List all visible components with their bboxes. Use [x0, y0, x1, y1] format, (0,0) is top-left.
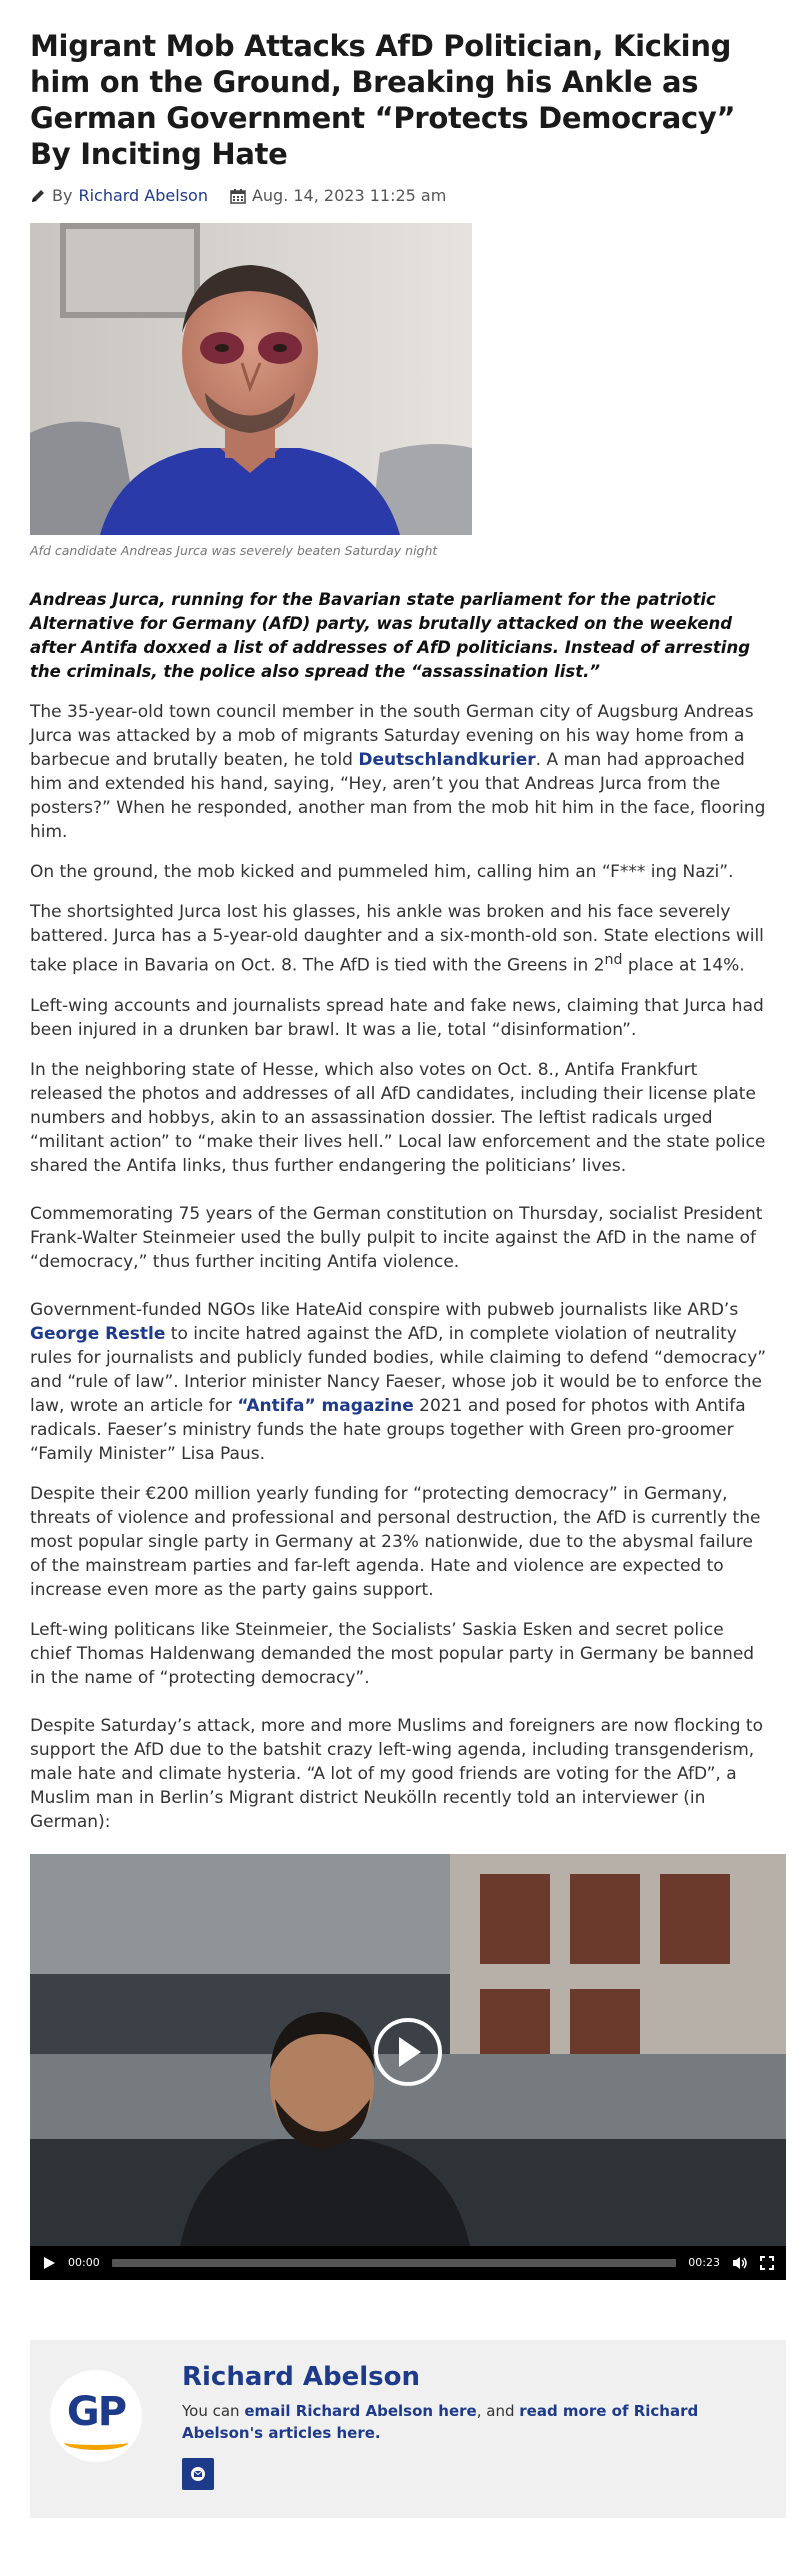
- email-author-link[interactable]: email Richard Abelson here: [244, 2401, 477, 2420]
- image-caption: Afd candidate Andreas Jurca was severely beaten Saturday night: [30, 543, 438, 558]
- paragraph-text: to incite hatred against the AfD, in complete violation of neutrality rules for journalists and publicly funded bodies, while claiming to defend “democracy” and “rule of law”. Interior minister Nancy Faeser, whose job it would be to enforce the law, wrote an article for: [30, 1323, 767, 1416]
- author-box-text: [182, 2400, 782, 2444]
- paragraph-text: 2021 and posed for photos with Antifa radicals. Faeser’s ministry funds the hate groups together with Green pro-groomer “Family Minister” Lisa Paus.: [30, 1395, 746, 1464]
- play-icon: [393, 2035, 423, 2069]
- george-restle-link[interactable]: George Restle: [30, 1323, 166, 1344]
- logo-text: GP: [66, 2388, 126, 2435]
- pencil-icon: [30, 188, 46, 204]
- byline: [30, 186, 770, 205]
- article-title: Migrant Mob Attacks AfD Politician, Kicking him on the Ground, Breaking his Ankle as German Government “Protects Democracy” By Inciting Hate: [30, 29, 736, 171]
- paragraph-5: In the neighboring state of Hesse, which also votes on Oct. 8., Antifa Frankfurt released the photos and addresses of all AfD candidates, including their license plate numbers and hobbys, akin to an assassination dossier. The leftist radicals urged “militant action” to “make their lives hell.” Local law enforcement and the state police shared the Antifa links, thus further endangering the politicians’ lives.: [30, 1059, 766, 1176]
- paragraph-text: The 35-year-old town council member in the south German city of Augsburg Andreas Jurca was attacked by a mob of migrants Saturday evening on his way home from a barbecue and brutally beaten, he told: [30, 702, 754, 770]
- author-articles-link[interactable]: read more of Richard Abelson's articles here.: [182, 2401, 699, 2442]
- article-date: Aug. 14, 2023 11:25 am: [251, 186, 447, 205]
- paragraph-text: The shortsighted Jurca lost his glasses, his ankle was broken and his face severely battered. Jurca has a 5-year-old daughter and a six-month-old son. State elections will take place in Bavaria on Oct. 8. The AfD is tied with the Greens in 2: [30, 902, 764, 976]
- volume-icon[interactable]: [732, 2256, 748, 2270]
- antifa-magazine-link[interactable]: “Antifa” magazine: [237, 1395, 414, 1416]
- video-player[interactable]: [30, 1854, 786, 2280]
- email-button[interactable]: [182, 2458, 214, 2490]
- video-current-time: 00:00: [68, 2256, 100, 2270]
- deutschlandkurier-link[interactable]: Deutschlandkurier: [358, 750, 536, 770]
- paragraph-text: Government-funded NGOs like HateAid conspire with pubweb journalists like ARD’s: [30, 1299, 739, 1320]
- paragraph-7: [30, 1298, 770, 1466]
- calendar-icon: [230, 188, 246, 204]
- superscript: nd: [604, 952, 623, 968]
- article-lead: Andreas Jurca, running for the Bavarian state parliament for the patriotic Alternative for Germany (AfD) party, was brutally attacked on the weekend after Antifa doxxed a list of addresses of AfD politicians. Instead of arresting the criminals, the police also spread the “assassination list.”: [30, 590, 751, 681]
- author-box-name: Richard Abelson: [182, 2361, 421, 2392]
- play-small-icon[interactable]: [42, 2256, 56, 2270]
- gp-logo: [50, 2370, 142, 2462]
- paragraph-3: [30, 900, 770, 978]
- email-icon: [190, 2466, 206, 2482]
- paragraph-2: On the ground, the mob kicked and pummeled him, calling him an “F*** ing Nazi”.: [30, 862, 734, 882]
- paragraph-10: Despite Saturday’s attack, more and more Muslims and foreigners are now flocking to support the AfD due to the batshit crazy left-wing agenda, including transgenderism, male hate and climate hysteria. “A lot of my good friends are voting for the AfD”, a Muslim man in Berlin’s Migrant district Neukölln recently told an interviewer (in German):: [30, 1715, 764, 1832]
- paragraph-4: Left-wing accounts and journalists spread hate and fake news, claiming that Jurca had been injured in a drunken bar brawl. It was a lie, total “disinformation”.: [30, 995, 764, 1040]
- author-box: [30, 2340, 786, 2518]
- video-progress-bar[interactable]: [112, 2259, 677, 2267]
- author-link[interactable]: Richard Abelson: [78, 186, 208, 205]
- injured-man-photo: [30, 223, 472, 535]
- article-image: [30, 223, 472, 535]
- paragraph-9: Left-wing politicans like Steinmeier, the Socialists’ Saskia Esken and secret police chief Thomas Haldenwang demanded the most popular party in Germany be banned in the name of “protecting democracy”.: [30, 1619, 755, 1688]
- byline-prefix: By: [52, 186, 73, 205]
- video-controls: [30, 2246, 786, 2280]
- author-info: [182, 2362, 766, 2490]
- paragraph-1: [30, 700, 770, 844]
- author-text-part: You can: [182, 2401, 245, 2420]
- paragraph-text: . A man had approached him and extended his hand, saying, “Hey, aren’t you that Andreas Jurca from the posters?” When he responded, another man from the mob hit him in the face, flooring him.: [30, 750, 766, 842]
- fullscreen-icon[interactable]: [760, 2256, 774, 2270]
- video-duration: 00:23: [688, 2256, 720, 2270]
- logo-swoosh: [64, 2435, 128, 2450]
- paragraph-8: Despite their €200 million yearly funding for “protecting democracy” in Germany, threats of violence and professional and personal destruction, the AfD is currently the most popular single party in Germany at 23% nationwide, due to the abysmal failure of the mainstream parties and far-left agenda. Hate and violence are expected to increase even more as the party gains support.: [30, 1483, 761, 1600]
- author-text-part: , and: [476, 2401, 520, 2420]
- play-button[interactable]: [374, 2018, 442, 2086]
- paragraph-text: place at 14%.: [622, 955, 745, 976]
- paragraph-6: Commemorating 75 years of the German constitution on Thursday, socialist President Frank-Walter Steinmeier used the bully pulpit to incite against the AfD in the name of “democracy,” thus further inciting Antifa violence.: [30, 1203, 763, 1272]
